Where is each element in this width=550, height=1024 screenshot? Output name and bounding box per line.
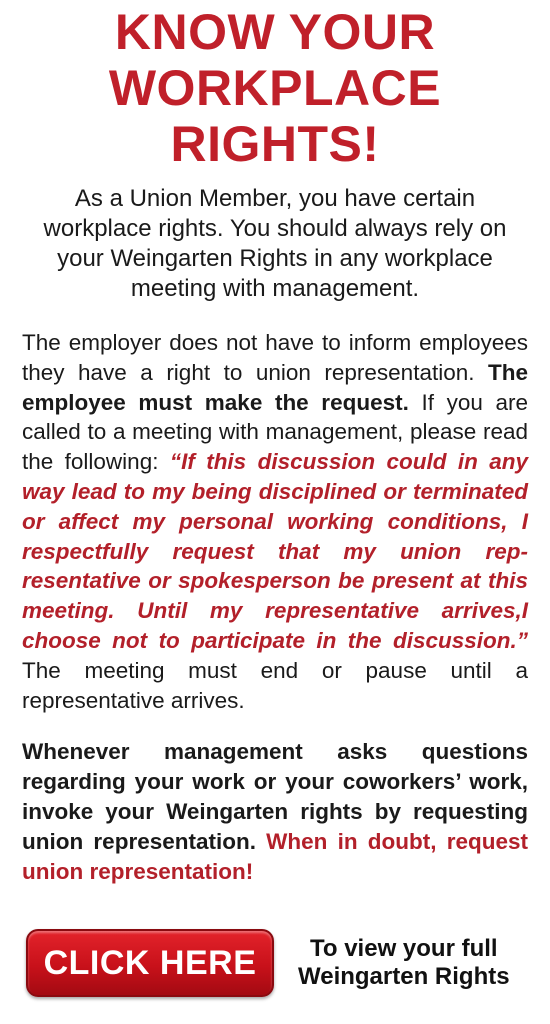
body-paragraph bbox=[22, 328, 528, 715]
title-line-2: WORKPLACE RIGHTS! bbox=[108, 60, 442, 172]
cta-caption bbox=[298, 935, 510, 991]
intro-paragraph: As a Union Member, you have certain workplace rights. You should always rely on your Weingarten Rights in any workplace meeting with management. bbox=[43, 185, 507, 302]
final-paragraph bbox=[22, 737, 528, 886]
cta-row bbox=[26, 928, 530, 998]
cta-caption-line-1: To view your full bbox=[310, 935, 498, 962]
page-title bbox=[22, 0, 528, 172]
final-text: Whenever management asks questions regarding your work or your coworkers’ work, invoke your Weingarten rights by requesting union representation. bbox=[22, 739, 528, 854]
body-text-middle: If you are called to a meeting with management, please read the following: bbox=[22, 389, 528, 475]
cta-caption-line-2: Weingarten Rights bbox=[298, 963, 510, 990]
body-emphasis: The employee must make the request. bbox=[22, 359, 528, 415]
final-highlight: When in doubt, request union representation! bbox=[22, 828, 528, 884]
body-text-start: The employer does not have to inform employees they have a right to union representation. bbox=[22, 330, 528, 385]
click-here-button[interactable]: CLICK HERE bbox=[26, 929, 274, 997]
request-quote: “If this discussion could in any way lead to my being disciplined or terminated or affect my personal working conditions, I respectfully request that my union representative or spokesperson be present at this meeting. Until my representative arrives,I choose not to participate in the discussion.” bbox=[22, 449, 528, 653]
title-line-1: KNOW YOUR bbox=[114, 4, 436, 60]
body-text-end: The meeting must end or pause until a representative arrives. bbox=[22, 657, 528, 713]
